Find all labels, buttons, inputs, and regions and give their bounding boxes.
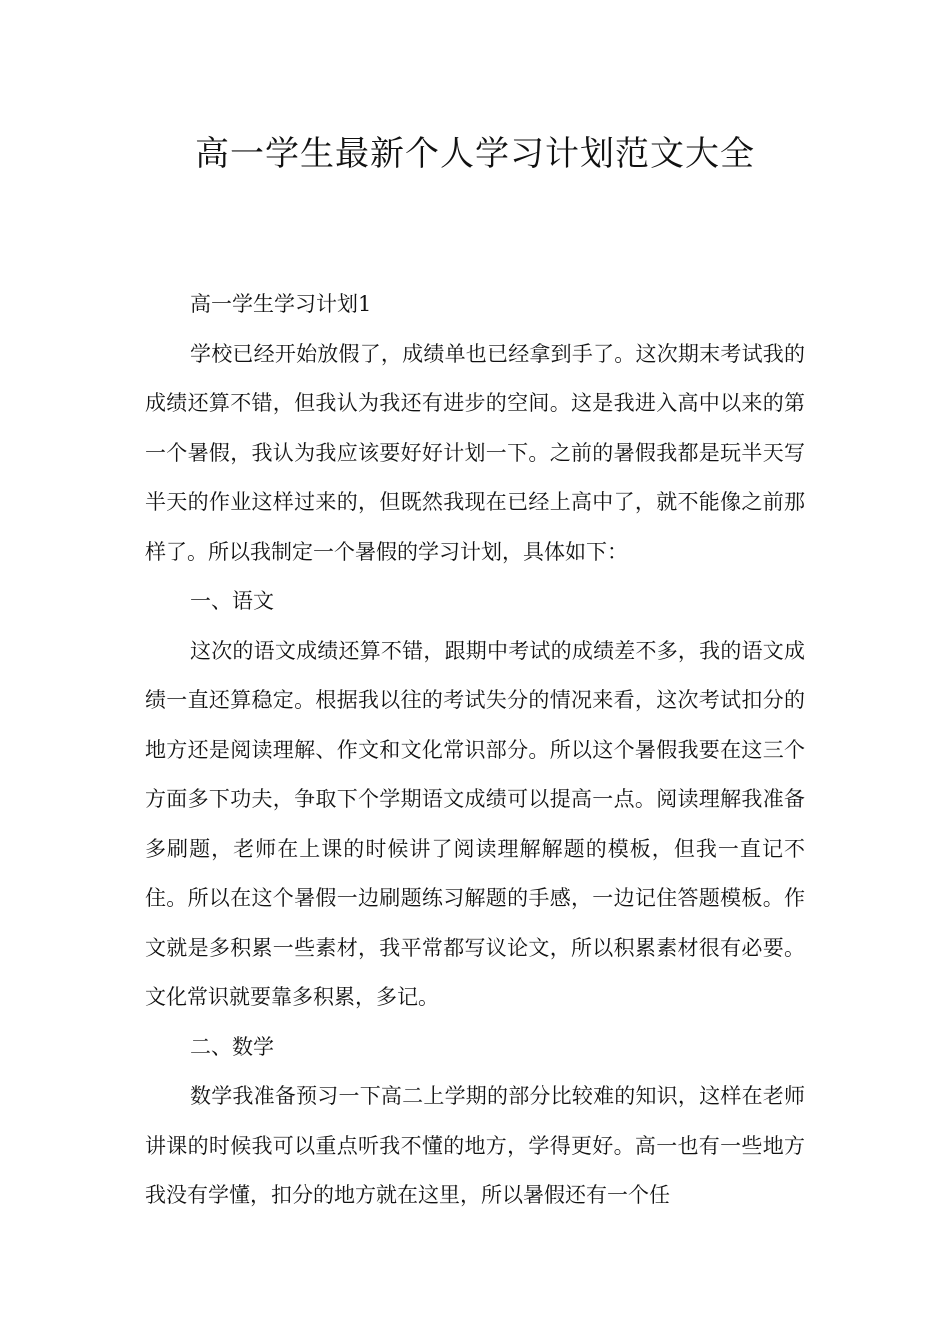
chinese-paragraph: 这次的语文成绩还算不错，跟期中考试的成绩差不多，我的语文成绩一直还算稳定。根据我以往的考试失分的情况来看，这次考试扣分的地方还是阅读理解、作文和文化常识部分。所以这个暑假我要在这三个方面多下功夫，争取下个学期语文成绩可以提高一点。阅读理解我准备多刷题，老师在上课的时候讲了阅读理解解题的模板，但我一直记不住。所以在这个暑假一边刷题练习解题的手感，一边记住答题模板。作文就是多积累一些素材，我平常都写议论文，所以积累素材很有必要。文化常识就要靠多积累，多记。 — [145, 638, 805, 1009]
section-heading-math: 二、数学 — [190, 1034, 274, 1059]
section-heading-plan-1: 高一学生学习计划1 — [190, 292, 372, 316]
section-heading-chinese: 一、语文 — [190, 589, 274, 613]
math-paragraph: 数学我准备预习一下高二上学期的部分比较难的知识，这样在老师讲课的时候我可以重点听我不懂的地方，学得更好。高一也有一些地方我没有学懂，扣分的地方就在这里，所以暑假还有一个任 — [145, 1084, 805, 1207]
intro-paragraph: 学校已经开始放假了，成绩单也已经拿到手了。这次期末考试我的成绩还算不错，但我认为我还有进步的空间。这是我进入高中以来的第一个暑假，我认为我应该要好好计划一下。之前的暑假我都是玩半天写半天的作业这样过来的，但既然我现在已经上高中了，就不能像之前那样了。所以我制定一个暑假的学习计划，具体如下： — [145, 341, 805, 564]
document-body — [145, 280, 805, 1221]
document-title: 高一学生最新个人学习计划范文大全 — [195, 134, 755, 174]
